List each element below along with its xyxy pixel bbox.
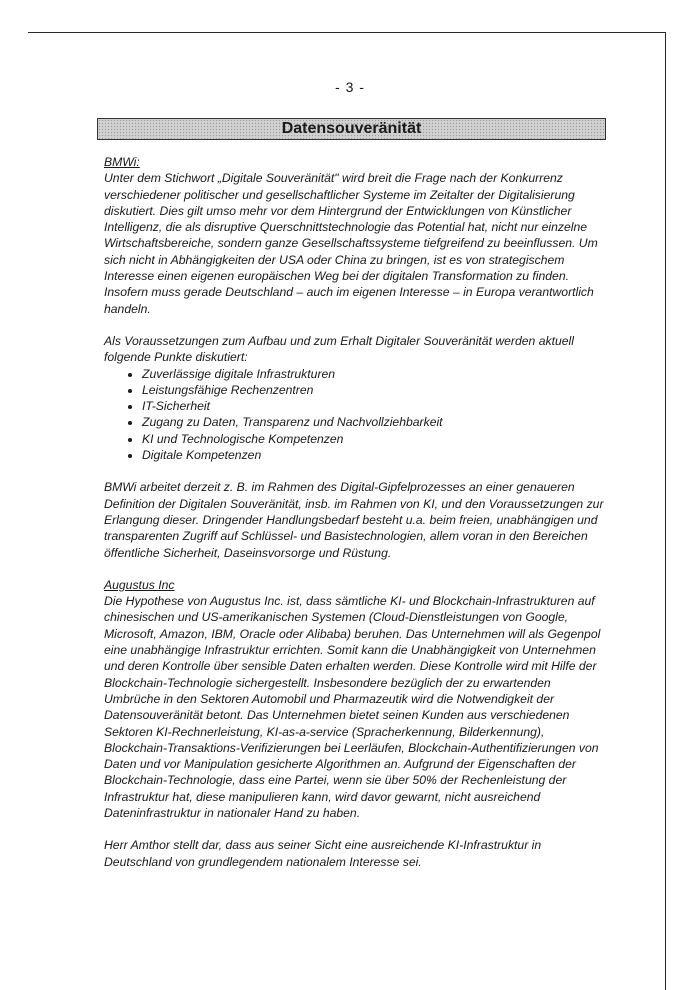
- paragraph-gap: [104, 317, 604, 333]
- bmwi-label: BMWi:: [104, 155, 140, 169]
- top-border-line: [28, 32, 666, 33]
- paragraph-gap: [104, 561, 604, 577]
- list-item: • Zuverlässige digitale Infrastrukturen: [142, 366, 604, 382]
- requirements-intro-paragraph: Als Voraussetzungen zum Aufbau und zum Erhalt Digitaler Souveränität werden aktuell folgende Punkte diskutiert:: [104, 333, 574, 365]
- right-border-line: [665, 32, 666, 990]
- list-item: • Digitale Kompetenzen: [142, 447, 604, 463]
- paragraph-gap: [104, 821, 604, 837]
- amthor-paragraph: Herr Amthor stellt dar, dass aus seiner Sicht eine ausreichende KI-Infrastruktur in Deutschland von grundlegendem nationalem Interesse sei.: [104, 838, 542, 869]
- page-number: - 3 -: [335, 79, 365, 95]
- list-item: • Zugang zu Daten, Transparenz und Nachvollziehbarkeit: [142, 414, 604, 430]
- section-title: Datensouveränität: [281, 120, 422, 137]
- list-item: • Leistungsfähige Rechenzentren: [142, 382, 604, 398]
- augustus-label: Augustus Inc: [104, 577, 175, 592]
- bmwi-work-paragraph: BMWi arbeitet derzeit z. B. im Rahmen des Digital-Gipfelprozesses an einer genaueren Definition der Digitalen Souveränität, insb. im Rahmen von KI, und den Voraussetzungen zur Erlangung dieser. Dringender Handlungsbedarf besteht u.a. beim freien, unabhängigen und transparenten Zugriff auf Schlüssel- und Basistechnologien, allem voran in den Bereichen öffentliche Sicherheit, Daseinsvorsorge und Rüstung.: [104, 480, 604, 560]
- paragraph-gap: [104, 463, 604, 479]
- requirements-list: [104, 366, 604, 464]
- augustus-paragraph: Die Hypothese von Augustus Inc. ist, dass sämtliche KI- und Blockchain-Infrastrukturen auf chinesischen und US-amerikanischen Systemen (Cloud-Dienstleistungen von Google, Microsoft, Amazon, IBM, Oracle oder Alibaba) beruhen. Das Unternehmen will als Gegenpol eine unabhängige Infrastruktur errichten. Somit kann die Unabhängigkeit von Unternehmen und deren Kontrolle über sensible Daten erhalten werden. Diese Kontrolle wird mit Hilfe der Blockchain-Technologie sichergestellt. Insbesondere bezüglich der zu erwartenden Umbrüche in den Sektoren Automobil und Pharmazeutik wird die Notwendigkeit der Datensouveränität betont. Das Unternehmen bietet seinen Kunden aus verschiedenen Sektoren KI-Rechnerleistung, KI-as-a-service (Spracherkennung, Bilderkennung), Blockchain-Transaktions-Verifizierungen bei Leerläufen, Blockchain-Authentifizierungen von Daten und vor Manipulation gesicherte Algorithmen an. Aufgrund der Eigenschaften der Blockchain-Technologie, dass eine Partei, wenn sie über 50% der Rechenleistung der Infrastruktur hat, diese manipulieren kann, wird davor gewarnt, nicht ausreichend Dateninfrastruktur in nationaler Hand zu haben.: [104, 594, 601, 820]
- section-heading-box: [97, 118, 606, 140]
- document-body: [104, 154, 604, 870]
- bmwi-intro-paragraph: Unter dem Stichwort „Digitale Souveränität" wird breit die Frage nach der Konkurrenz verschiedener politischer und gesellschaftlicher Systeme im Zeitalter der Digitalisierung diskutiert. Dies gilt umso mehr vor dem Hintergrund der Entwicklungen von Künstlicher Intelligenz, die als disruptive Querschnittstechnologie das Potential hat, nicht nur einzelne Wirtschaftsbereiche, sondern ganze Gesellschaftssysteme tiefgreifend zu beeinflussen. Um sich nicht in Abhängigkeiten der USA oder China zu bringen, ist es von strategischem Interesse einen eigenen europäischen Weg bei der digitalen Transformation zu finden. Insofern muss gerade Deutschland – auch im eigenen Interesse – in Europa verantwortlich handeln.: [104, 171, 598, 316]
- list-item: • KI und Technologische Kompetenzen: [142, 431, 604, 447]
- list-item: • IT-Sicherheit: [142, 398, 604, 414]
